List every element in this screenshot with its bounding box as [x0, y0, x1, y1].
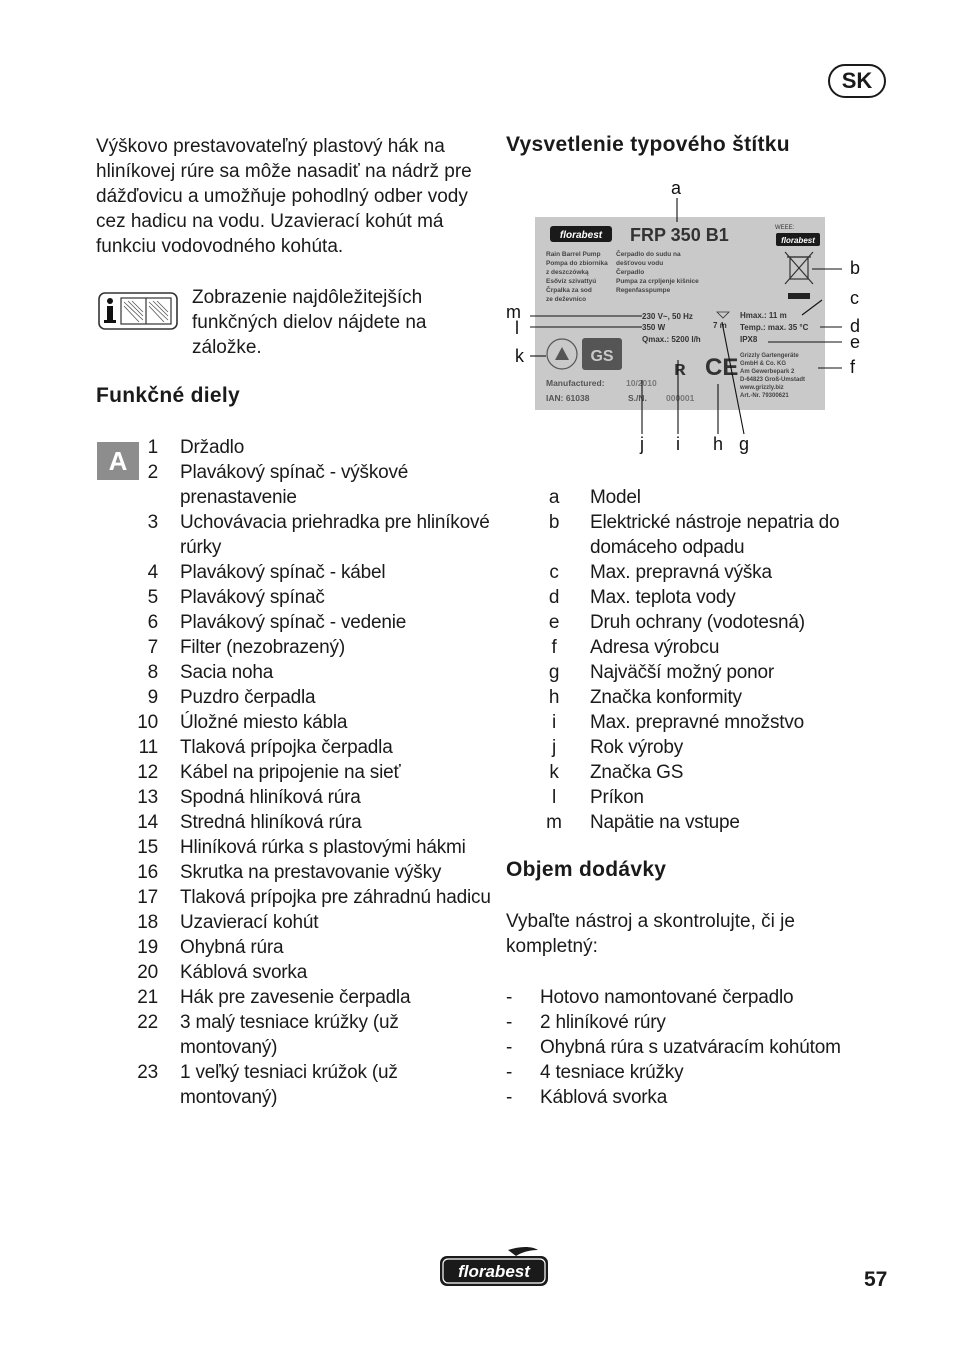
- item-marker: 17: [137, 887, 158, 908]
- scope-text: Vybaľte nástroj a skontrolujte, či je kompletný:: [506, 911, 795, 957]
- scope-item: [506, 1085, 906, 1110]
- plate-ipx: IPX8: [740, 335, 758, 344]
- item-marker: -: [506, 1087, 513, 1108]
- legend-item: [540, 810, 900, 835]
- item-text: Plavákový spínač: [180, 587, 325, 608]
- plate-manufactured-label: Manufactured:: [546, 378, 605, 388]
- item-marker: 18: [137, 912, 158, 933]
- item-marker: b: [548, 512, 560, 533]
- item-marker: c: [549, 562, 559, 583]
- item-marker: 15: [137, 837, 158, 858]
- info-book-icon: [98, 292, 178, 330]
- part-item: [124, 1010, 494, 1060]
- plate-power: 350 W: [642, 323, 666, 332]
- part-item: [124, 510, 494, 560]
- callout-j: j: [640, 434, 644, 454]
- item-text: Najväčší možný ponor: [590, 662, 774, 683]
- item-text: Tlaková prípojka čerpadla: [180, 737, 393, 758]
- item-text: Druh ochrany (vodotesná): [590, 612, 805, 633]
- part-item: [124, 560, 494, 585]
- legend-item: [540, 685, 900, 710]
- item-marker: 13: [137, 787, 158, 808]
- item-marker: m: [546, 812, 562, 833]
- item-marker: 21: [137, 987, 158, 1008]
- callout-m: m: [506, 302, 521, 322]
- plate-name-line: Rain Barrel Pump: [546, 251, 601, 258]
- callout-e: e: [850, 332, 861, 352]
- plate-address-line: Am Gewerbepark 2: [740, 369, 795, 375]
- callout-f: f: [850, 357, 856, 377]
- item-marker: a: [548, 487, 560, 508]
- item-text: Káblová svorka: [540, 1087, 668, 1108]
- ce-mark-icon: CE: [705, 354, 739, 381]
- item-marker: 5: [147, 587, 158, 608]
- plate-ian: IAN: 61038: [546, 393, 590, 403]
- item-marker: 6: [147, 612, 158, 633]
- legend-item: [540, 760, 900, 785]
- legend-item: [540, 560, 900, 585]
- plate-name-line: Črpalka za sod: [546, 287, 592, 294]
- item-text: 3 malý tesniace krúžky (už montovaný): [180, 1012, 399, 1058]
- item-text: Uchovávacia priehradka pre hliníkové rúrky: [180, 512, 490, 558]
- legend-item: [540, 785, 900, 810]
- item-marker: 22: [137, 1012, 158, 1033]
- item-marker: 20: [137, 962, 158, 983]
- legend-item: [540, 510, 900, 560]
- part-item: [124, 660, 494, 685]
- item-text: Filter (nezobrazený): [180, 637, 345, 658]
- item-text: Max. teplota vody: [590, 587, 736, 608]
- item-text: Plavákový spínač - vedenie: [180, 612, 407, 633]
- plate-sn: 000001: [666, 393, 695, 403]
- item-text: Uzavierací kohút: [180, 912, 319, 933]
- item-text: Držadlo: [180, 437, 245, 458]
- plate-brand-text: florabest: [559, 230, 603, 241]
- callout-k: k: [515, 346, 524, 366]
- section-heading-scope: Objem dodávky: [506, 858, 667, 881]
- plate-temp: Temp.: max. 35 °C: [740, 323, 809, 332]
- legend-item: [540, 635, 900, 660]
- plate-model: FRP 350 B1: [630, 225, 729, 245]
- part-item: [124, 435, 494, 460]
- intro-paragraph: Výškovo prestavovateľný plastový hák na hliníkovej rúre sa môže nasadiť na nádrž pre dážďovicu a umožňuje pohodlný odber vody cez hadicu na vodu. Uzavierací kohút má funkciu vodovodného kohúta.: [96, 136, 472, 257]
- part-item: [124, 1060, 494, 1110]
- svg-text:florabest: florabest: [781, 236, 815, 245]
- item-marker: 8: [147, 662, 158, 683]
- item-text: Max. prepravné množstvo: [590, 712, 804, 733]
- part-item: [124, 860, 494, 885]
- legend-item: [540, 710, 900, 735]
- plate-address-line: D-64823 Groß-Umstadt: [740, 377, 806, 383]
- figure-a-badge: A: [97, 442, 139, 480]
- part-item: [124, 785, 494, 810]
- item-text: Značka GS: [590, 762, 684, 783]
- plate-address-line: Art.-Nr. 79300621: [740, 393, 789, 399]
- item-marker: -: [506, 987, 513, 1008]
- item-marker: 12: [137, 762, 158, 783]
- item-marker: 10: [137, 712, 158, 733]
- item-marker: h: [548, 687, 560, 708]
- item-text: Káblová svorka: [180, 962, 308, 983]
- item-text: Úložné miesto kábla: [180, 712, 348, 733]
- item-text: Hliníková rúrka s plastovými hákmi: [180, 837, 466, 858]
- item-marker: 14: [137, 812, 158, 833]
- item-marker: -: [506, 1012, 513, 1033]
- part-item: [124, 835, 494, 860]
- callout-l: l: [515, 318, 519, 338]
- plate-name-line: Pompa do zbiornika: [546, 260, 608, 267]
- callout-a: a: [670, 178, 682, 198]
- item-marker: d: [548, 587, 560, 608]
- page-number: 57: [864, 1268, 888, 1291]
- rating-plate-figure: [500, 172, 880, 462]
- part-item: [124, 585, 494, 610]
- item-text: Rok výroby: [590, 737, 684, 758]
- item-text: Hotovo namontované čerpadlo: [540, 987, 794, 1008]
- plate-legend-list: [540, 485, 900, 835]
- scope-list: [506, 985, 906, 1110]
- item-marker: l: [551, 787, 557, 808]
- parts-list: [124, 435, 494, 1110]
- item-text: Príkon: [590, 787, 644, 808]
- item-text: Skrutka na prestavovanie výšky: [180, 862, 442, 883]
- part-item: [124, 935, 494, 960]
- legend-item: [540, 610, 900, 635]
- item-text: Max. prepravná výška: [590, 562, 772, 583]
- item-marker: 2: [147, 462, 158, 483]
- item-marker: 4: [147, 562, 158, 583]
- item-marker: 19: [137, 937, 158, 958]
- callout-b: b: [850, 258, 861, 278]
- plate-weee: WEEE:: [775, 225, 795, 231]
- item-marker: 7: [147, 637, 158, 658]
- legend-item: [540, 485, 900, 510]
- plate-name-line: z deszczówką: [546, 269, 589, 276]
- callout-d: d: [850, 316, 861, 336]
- item-text: Spodná hliníková rúra: [180, 787, 361, 808]
- item-text: Ohybná rúra: [180, 937, 284, 958]
- part-item: [124, 910, 494, 935]
- section-heading-parts: Funkčné diely: [96, 384, 240, 407]
- item-marker: 16: [137, 862, 158, 883]
- part-item: [124, 735, 494, 760]
- item-text: Značka konformity: [590, 687, 742, 708]
- item-marker: g: [548, 662, 560, 683]
- item-text: 1 veľký tesniaci krúžok (už montovaný): [180, 1062, 398, 1108]
- plate-manufactured: 10/2010: [626, 378, 657, 388]
- item-marker: j: [551, 737, 557, 758]
- item-marker: f: [551, 637, 557, 658]
- item-text: Tlaková prípojka pre záhradnú hadicu: [180, 887, 491, 908]
- plate-name-line: Čerpadlo do sudu na: [616, 251, 681, 258]
- item-text: 4 tesniace krúžky: [540, 1062, 684, 1083]
- plate-address-line: GmbH & Co. KG: [740, 361, 786, 367]
- svg-text:GS: GS: [590, 348, 614, 365]
- item-text: Puzdro čerpadla: [180, 687, 316, 708]
- item-text: Plavákový spínač - kábel: [180, 562, 386, 583]
- part-item: [124, 460, 494, 510]
- item-marker: -: [506, 1037, 513, 1058]
- footer-brand-text: florabest: [458, 1262, 530, 1281]
- item-text: 2 hliníkové rúry: [540, 1012, 666, 1033]
- callout-i: i: [676, 434, 680, 454]
- item-text: Adresa výrobcu: [590, 637, 720, 658]
- plate-hmax: Hmax.: 11 m: [740, 311, 787, 320]
- callout-g: g: [738, 434, 750, 454]
- legend-item: [540, 660, 900, 685]
- scope-item: [506, 985, 906, 1010]
- legend-item: [540, 585, 900, 610]
- info-text: Zobrazenie najdôležitejších funkčných dielov nájdete na záložke.: [192, 287, 427, 358]
- item-marker: 3: [147, 512, 158, 533]
- part-item: [124, 610, 494, 635]
- plate-name-line: Čerpadlo: [616, 269, 645, 276]
- item-marker: -: [506, 1062, 513, 1083]
- language-badge: SK: [828, 64, 886, 98]
- item-marker: k: [549, 762, 559, 783]
- callout-c: c: [850, 288, 859, 308]
- plate-sn-label: S./N.: [628, 393, 647, 403]
- item-marker: i: [551, 712, 557, 733]
- scope-item: [506, 1060, 906, 1085]
- plate-depth: 7 m: [713, 321, 727, 330]
- part-item: [124, 985, 494, 1010]
- part-item: [124, 810, 494, 835]
- plate-voltage: 230 V~, 50 Hz: [642, 312, 693, 321]
- conformity-mark-icon: ʀ: [674, 358, 686, 380]
- plate-qmax: Qmax.: 5200 l/h: [642, 335, 701, 344]
- item-marker: 9: [147, 687, 158, 708]
- plate-name-line: Pumpa za crpljenje kišnice: [616, 278, 699, 285]
- scope-item: [506, 1010, 906, 1035]
- part-item: [124, 635, 494, 660]
- item-text: Napätie na vstupe: [590, 812, 740, 833]
- part-item: [124, 685, 494, 710]
- item-text: Hák pre zavesenie čerpadla: [180, 987, 411, 1008]
- item-text: Sacia noha: [180, 662, 274, 683]
- plate-address-line: Grizzly Gartengeräte: [740, 353, 799, 359]
- plate-name-line: Esővíz szivattyú: [546, 278, 597, 285]
- item-marker: e: [548, 612, 560, 633]
- item-marker: 11: [138, 737, 158, 758]
- item-text: Stredná hliníková rúra: [180, 812, 362, 833]
- item-text: Plavákový spínač - výškové prenastavenie: [180, 462, 409, 508]
- section-heading-plate: Vysvetlenie typového štítku: [506, 133, 790, 156]
- item-text: Ohybná rúra s uzatváracím kohútom: [540, 1037, 841, 1058]
- scope-item: [506, 1035, 906, 1060]
- item-marker: 1: [147, 437, 158, 458]
- item-text: Elektrické nástroje nepatria do domáceho odpadu: [590, 512, 840, 558]
- plate-name-line: dešťovou vodu: [616, 260, 664, 267]
- part-item: [124, 885, 494, 910]
- item-text: Model: [590, 487, 641, 508]
- plate-name-line: ze deževnico: [546, 296, 587, 303]
- callout-h: h: [712, 434, 724, 454]
- part-item: [124, 960, 494, 985]
- legend-item: [540, 735, 900, 760]
- plate-name-line: Regenfasspumpe: [616, 287, 671, 294]
- plate-address-line: www.grizzly.biz: [740, 385, 784, 391]
- part-item: [124, 760, 494, 785]
- part-item: [124, 710, 494, 735]
- florabest-logo: [436, 1244, 552, 1290]
- item-text: Kábel na pripojenie na sieť: [180, 762, 401, 783]
- item-marker: 23: [137, 1062, 158, 1083]
